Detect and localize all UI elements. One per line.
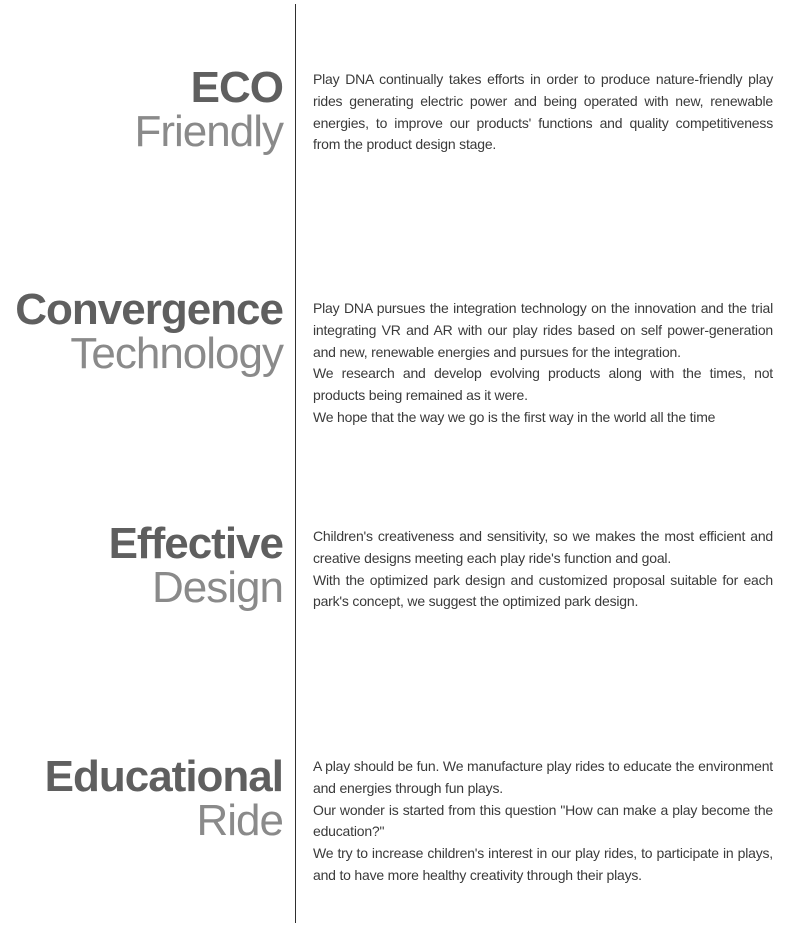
paragraph: Play DNA continually takes efforts in order to produce nature-friendly play rides generating electric power and being operated with new, renewable energies, to improve our products' functions and quality competitiveness from the product design stage. <box>313 71 773 153</box>
heading-sub: Technology <box>70 329 283 378</box>
heading-sub: Ride <box>196 796 283 845</box>
section-heading <box>44 752 283 845</box>
section-description <box>313 69 773 156</box>
paragraph: A play should be fun. We manufacture play rides to educate the environment and energies through fun plays. <box>313 758 773 796</box>
section-description <box>313 526 773 613</box>
vertical-divider <box>295 4 296 923</box>
heading-sub: Friendly <box>134 107 283 156</box>
paragraph: With the optimized park design and customized proposal suitable for each park's concept, we suggest the optimized park design. <box>313 571 773 610</box>
paragraph: We try to increase children's interest in our play rides, to participate in plays, and to have more healthy creativity through their plays. <box>313 845 773 883</box>
section-heading <box>15 285 283 378</box>
section-description <box>313 756 773 887</box>
heading-main: Educational <box>44 752 283 801</box>
section-heading <box>108 519 283 612</box>
heading-sub: Design <box>152 563 283 612</box>
paragraph: We research and develop evolving products along with the times, not products being remained as it were. <box>313 365 773 404</box>
heading-main: ECO <box>190 63 283 112</box>
paragraph: We hope that the way we go is the first way in the world all the time <box>313 408 716 425</box>
paragraph: Our wonder is started from this question "How can make a play become the education?" <box>313 801 773 840</box>
paragraph: Play DNA pursues the integration technology on the innovation and the trial integrating VR and AR with our play rides based on self power-generation and new, renewable energies and pursues for the integration. <box>313 300 773 360</box>
section-heading <box>134 63 284 156</box>
paragraph: Children's creativeness and sensitivity, so we makes the most efficient and creative designs meeting each play ride's function and goal. <box>313 528 773 566</box>
heading-main: Convergence <box>15 285 283 334</box>
section-description <box>313 298 773 429</box>
heading-main: Effective <box>108 519 283 568</box>
